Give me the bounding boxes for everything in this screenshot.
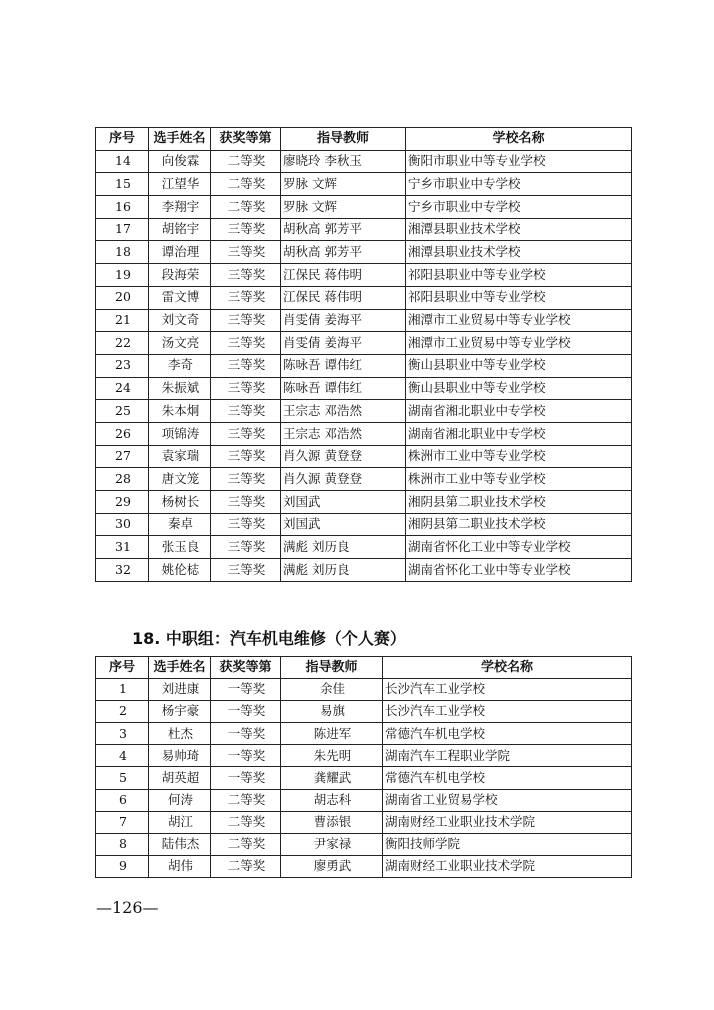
table-row (96, 679, 632, 701)
cell-award: 三等奖 (211, 309, 281, 332)
table-row (96, 745, 632, 767)
cell-name: 张玉良 (149, 536, 211, 559)
cell-award: 三等奖 (211, 218, 281, 241)
cell-award: 二等奖 (211, 833, 281, 855)
table-row (96, 811, 632, 833)
cell-no: 16 (96, 196, 149, 219)
cell-name: 刘进康 (149, 679, 211, 701)
cell-no: 29 (96, 491, 149, 514)
cell-school: 湖南财经工业职业技术学院 (383, 811, 632, 833)
cell-award: 三等奖 (211, 491, 281, 514)
table-row (96, 513, 632, 536)
cell-school: 湘阴县第二职业技术学校 (406, 513, 632, 536)
cell-no: 9 (96, 855, 149, 877)
cell-name: 朱本炯 (149, 400, 211, 423)
cell-teacher: 朱先明 (281, 745, 383, 767)
award-table-section-18 (95, 656, 632, 878)
table-row (96, 309, 632, 332)
cell-name: 杨树长 (149, 491, 211, 514)
cell-no: 14 (96, 150, 149, 173)
cell-name: 刘文奇 (149, 309, 211, 332)
cell-teacher: 龚耀武 (281, 767, 383, 789)
header-no: 序号 (96, 128, 149, 151)
cell-teacher: 刘国武 (281, 513, 406, 536)
cell-award: 三等奖 (211, 332, 281, 355)
table-row (96, 400, 632, 423)
cell-name: 朱振斌 (149, 377, 211, 400)
cell-award: 一等奖 (211, 679, 281, 701)
cell-award: 一等奖 (211, 723, 281, 745)
cell-award: 一等奖 (211, 767, 281, 789)
cell-school: 株洲市工业中等专业学校 (406, 445, 632, 468)
cell-award: 一等奖 (211, 745, 281, 767)
cell-award: 二等奖 (211, 855, 281, 877)
cell-no: 5 (96, 767, 149, 789)
cell-no: 18 (96, 241, 149, 264)
table-row (96, 422, 632, 445)
cell-award: 二等奖 (211, 811, 281, 833)
cell-school: 湘潭市工业贸易中等专业学校 (406, 309, 632, 332)
table-row (96, 286, 632, 309)
cell-name: 雷文博 (149, 286, 211, 309)
header-award: 获奖等第 (211, 128, 281, 151)
cell-no: 30 (96, 513, 149, 536)
cell-award: 二等奖 (211, 789, 281, 811)
header-school: 学校名称 (406, 128, 632, 151)
cell-award: 三等奖 (211, 354, 281, 377)
cell-name: 易帅琦 (149, 745, 211, 767)
cell-teacher: 易旗 (281, 701, 383, 723)
table-row (96, 491, 632, 514)
cell-teacher: 肖雯倩 姜海平 (281, 332, 406, 355)
cell-name: 袁家瑞 (149, 445, 211, 468)
table-row (96, 855, 632, 877)
header-teacher: 指导教师 (281, 657, 383, 679)
table-row (96, 767, 632, 789)
cell-school: 长沙汽车工业学校 (383, 701, 632, 723)
table-body (96, 679, 632, 878)
table-row (96, 445, 632, 468)
cell-award: 三等奖 (211, 264, 281, 287)
cell-school: 长沙汽车工业学校 (383, 679, 632, 701)
table-body (96, 150, 632, 581)
cell-school: 湘潭市工业贸易中等专业学校 (406, 332, 632, 355)
cell-award: 二等奖 (211, 173, 281, 196)
cell-award: 一等奖 (211, 701, 281, 723)
cell-teacher: 江保民 蒋伟明 (281, 286, 406, 309)
cell-school: 湖南省怀化工业中等专业学校 (406, 536, 632, 559)
cell-teacher: 胡志科 (281, 789, 383, 811)
cell-school: 湘阴县第二职业技术学校 (406, 491, 632, 514)
cell-no: 28 (96, 468, 149, 491)
cell-no: 8 (96, 833, 149, 855)
table-header-row (96, 657, 632, 679)
cell-name: 秦卓 (149, 513, 211, 536)
table-row (96, 701, 632, 723)
cell-name: 胡江 (149, 811, 211, 833)
table-row (96, 354, 632, 377)
table-row (96, 218, 632, 241)
header-school: 学校名称 (383, 657, 632, 679)
cell-school: 湖南省工业贸易学校 (383, 789, 632, 811)
cell-award: 二等奖 (211, 150, 281, 173)
cell-teacher: 胡秋高 郭芳平 (281, 218, 406, 241)
cell-no: 22 (96, 332, 149, 355)
cell-no: 6 (96, 789, 149, 811)
table-row (96, 536, 632, 559)
cell-no: 7 (96, 811, 149, 833)
cell-teacher: 陈进军 (281, 723, 383, 745)
cell-school: 湘潭县职业技术学校 (406, 218, 632, 241)
cell-teacher: 肖久源 黄登登 (281, 445, 406, 468)
cell-award: 三等奖 (211, 241, 281, 264)
cell-school: 株洲市工业中等专业学校 (406, 468, 632, 491)
cell-name: 陆伟杰 (149, 833, 211, 855)
cell-award: 三等奖 (211, 536, 281, 559)
table-row (96, 789, 632, 811)
cell-no: 2 (96, 701, 149, 723)
cell-teacher: 尹家禄 (281, 833, 383, 855)
cell-name: 李翔宇 (149, 196, 211, 219)
cell-teacher: 罗脉 文辉 (281, 173, 406, 196)
cell-award: 三等奖 (211, 400, 281, 423)
cell-teacher: 廖勇武 (281, 855, 383, 877)
table-row (96, 196, 632, 219)
cell-school: 衡山县职业中等专业学校 (406, 354, 632, 377)
cell-teacher: 王宗志 邓浩然 (281, 422, 406, 445)
cell-school: 常德汽车机电学校 (383, 723, 632, 745)
cell-name: 段海荣 (149, 264, 211, 287)
cell-name: 谭治理 (149, 241, 211, 264)
cell-no: 31 (96, 536, 149, 559)
header-name: 选手姓名 (149, 657, 211, 679)
cell-name: 胡铭宇 (149, 218, 211, 241)
cell-teacher: 江保民 蒋伟明 (281, 264, 406, 287)
cell-name: 项锦涛 (149, 422, 211, 445)
cell-name: 向俊霖 (149, 150, 211, 173)
header-teacher: 指导教师 (281, 128, 406, 151)
cell-name: 胡英超 (149, 767, 211, 789)
cell-teacher: 胡秋高 郭芳平 (281, 241, 406, 264)
cell-teacher: 陈咏吾 谭伟红 (281, 354, 406, 377)
cell-award: 三等奖 (211, 445, 281, 468)
cell-teacher: 满彪 刘历良 (281, 536, 406, 559)
award-table-part1 (95, 127, 632, 582)
cell-no: 23 (96, 354, 149, 377)
header-award: 获奖等第 (211, 657, 281, 679)
cell-no: 25 (96, 400, 149, 423)
cell-school: 衡阳技师学院 (383, 833, 632, 855)
cell-teacher: 肖久源 黄登登 (281, 468, 406, 491)
cell-school: 祁阳县职业中等专业学校 (406, 286, 632, 309)
cell-award: 三等奖 (211, 422, 281, 445)
cell-name: 何涛 (149, 789, 211, 811)
cell-school: 湘潭县职业技术学校 (406, 241, 632, 264)
cell-no: 24 (96, 377, 149, 400)
section-title: 18. 中职组：汽车机电维修（个人赛） (132, 629, 406, 648)
cell-teacher: 陈咏吾 谭伟红 (281, 377, 406, 400)
cell-award: 二等奖 (211, 196, 281, 219)
cell-school: 湖南省湘北职业中专学校 (406, 422, 632, 445)
cell-no: 19 (96, 264, 149, 287)
cell-school: 湖南汽车工程职业学院 (383, 745, 632, 767)
cell-name: 胡伟 (149, 855, 211, 877)
cell-teacher: 满彪 刘历良 (281, 559, 406, 582)
cell-no: 32 (96, 559, 149, 582)
cell-award: 三等奖 (211, 377, 281, 400)
cell-name: 江望华 (149, 173, 211, 196)
table-row (96, 723, 632, 745)
table-row (96, 377, 632, 400)
cell-no: 3 (96, 723, 149, 745)
cell-award: 三等奖 (211, 468, 281, 491)
table-row (96, 150, 632, 173)
cell-name: 杜杰 (149, 723, 211, 745)
table-row (96, 833, 632, 855)
cell-school: 湖南省怀化工业中等专业学校 (406, 559, 632, 582)
cell-school: 宁乡市职业中专学校 (406, 173, 632, 196)
cell-name: 李奇 (149, 354, 211, 377)
cell-teacher: 余佳 (281, 679, 383, 701)
cell-school: 衡阳市职业中等专业学校 (406, 150, 632, 173)
table-row (96, 264, 632, 287)
cell-no: 26 (96, 422, 149, 445)
cell-teacher: 廖晓玲 李秋玉 (281, 150, 406, 173)
cell-name: 杨宇豪 (149, 701, 211, 723)
cell-no: 20 (96, 286, 149, 309)
cell-teacher: 罗脉 文辉 (281, 196, 406, 219)
cell-teacher: 王宗志 邓浩然 (281, 400, 406, 423)
table-row (96, 173, 632, 196)
cell-award: 三等奖 (211, 559, 281, 582)
cell-teacher: 刘国武 (281, 491, 406, 514)
page-number: —126— (96, 898, 159, 917)
cell-school: 宁乡市职业中专学校 (406, 196, 632, 219)
cell-no: 27 (96, 445, 149, 468)
header-no: 序号 (96, 657, 149, 679)
cell-no: 4 (96, 745, 149, 767)
table-row (96, 559, 632, 582)
cell-school: 祁阳县职业中等专业学校 (406, 264, 632, 287)
cell-name: 唐文笼 (149, 468, 211, 491)
cell-school: 湖南财经工业职业技术学院 (383, 855, 632, 877)
cell-no: 15 (96, 173, 149, 196)
table-row (96, 241, 632, 264)
cell-no: 17 (96, 218, 149, 241)
table-row (96, 468, 632, 491)
cell-school: 衡山县职业中等专业学校 (406, 377, 632, 400)
cell-name: 汤文亮 (149, 332, 211, 355)
cell-name: 姚伦梽 (149, 559, 211, 582)
cell-teacher: 肖雯倩 姜海平 (281, 309, 406, 332)
header-name: 选手姓名 (149, 128, 211, 151)
cell-award: 三等奖 (211, 286, 281, 309)
cell-no: 1 (96, 679, 149, 701)
cell-award: 三等奖 (211, 513, 281, 536)
cell-teacher: 曹添银 (281, 811, 383, 833)
cell-school: 常德汽车机电学校 (383, 767, 632, 789)
cell-no: 21 (96, 309, 149, 332)
table-header-row (96, 128, 632, 151)
table-row (96, 332, 632, 355)
cell-school: 湖南省湘北职业中专学校 (406, 400, 632, 423)
